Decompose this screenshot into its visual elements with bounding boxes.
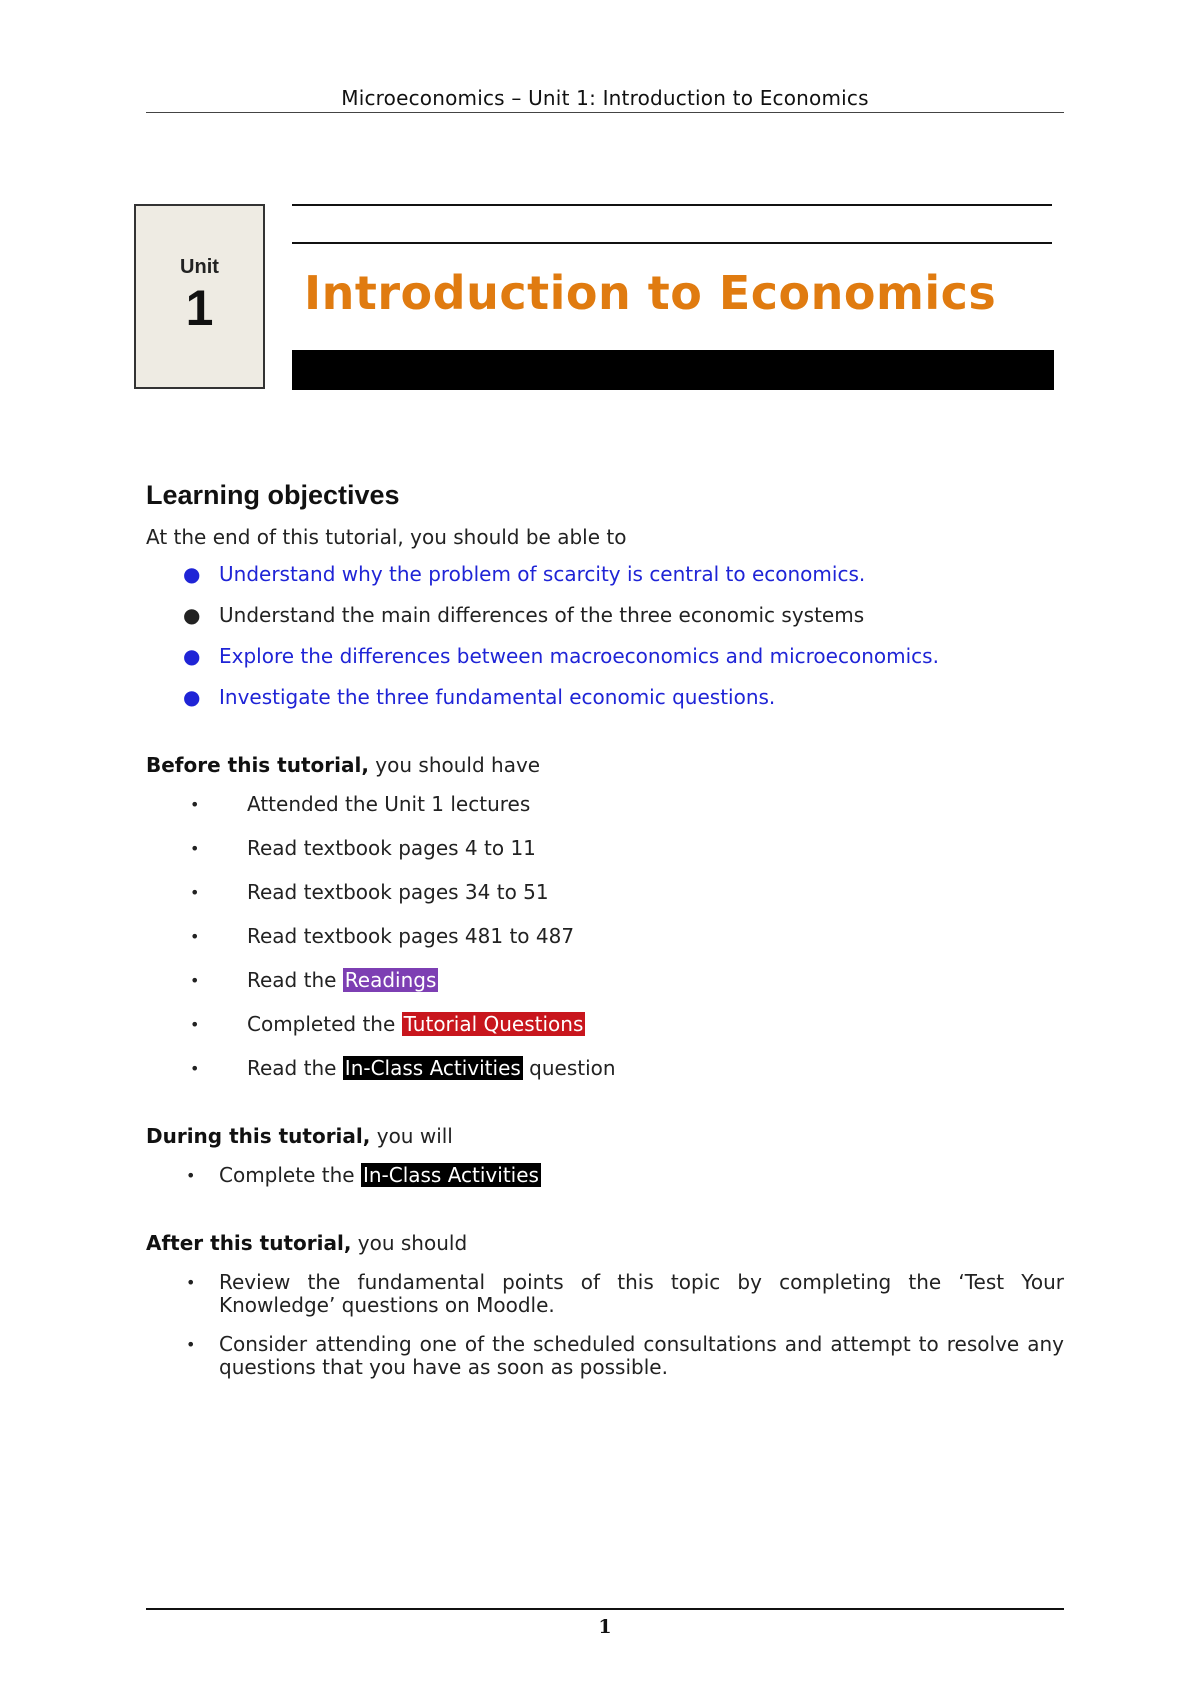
bullet-icon: • [190, 883, 200, 902]
task-prefix: Complete the [219, 1163, 361, 1187]
bullet-icon: • [190, 971, 200, 990]
during-tutorial-list [146, 1164, 1064, 1187]
bullet-icon: ● [183, 644, 201, 668]
list-item [146, 604, 1064, 627]
after-lead: After this tutorial, [146, 1231, 352, 1255]
list-item [146, 925, 1064, 948]
during-lead: During this tutorial, [146, 1124, 371, 1148]
bullet-icon: • [190, 1059, 200, 1078]
list-item [146, 1057, 1064, 1080]
objective-text: Explore the differences between macroeconomics and microeconomics. [219, 644, 939, 668]
objective-text: Understand the main differences of the three economic systems [219, 603, 865, 627]
before-tutorial-list [146, 793, 1064, 1080]
objectives-intro: At the end of this tutorial, you should be able to [146, 525, 627, 549]
bullet-icon: ● [183, 685, 201, 709]
task-text: Read textbook pages 4 to 11 [247, 836, 536, 860]
task-text: Consider attending one of the scheduled consultations and attempt to resolve any questions that you have as soon as possible. [219, 1332, 1064, 1379]
list-item [146, 645, 1064, 668]
objectives-list [146, 563, 1064, 709]
unit-number: 1 [185, 280, 214, 336]
bullet-icon: ● [183, 562, 201, 586]
unit-badge [134, 204, 265, 389]
objective-text: Understand why the problem of scarcity is central to economics. [219, 562, 866, 586]
bullet-icon: • [186, 1273, 196, 1292]
list-item [146, 1333, 1064, 1379]
bullet-icon: • [190, 927, 200, 946]
bullet-icon: ● [183, 603, 201, 627]
unit-title: Introduction to Economics [304, 266, 997, 320]
task-prefix: Completed the [247, 1012, 402, 1036]
in-class-activities-tag: In-Class Activities [362, 1163, 539, 1187]
learning-objectives-heading: Learning objectives [146, 480, 400, 510]
task-prefix: Read the [247, 968, 343, 992]
before-tutorial-heading [146, 753, 1064, 777]
list-item [146, 881, 1064, 904]
unit-label: Unit [180, 256, 219, 278]
during-rest: you will [370, 1124, 453, 1148]
before-lead: Before this tutorial, [146, 753, 369, 777]
task-text: Attended the Unit 1 lectures [247, 792, 531, 816]
list-item [146, 1164, 1064, 1187]
list-item [146, 1013, 1064, 1036]
bullet-icon: • [190, 1015, 200, 1034]
after-tutorial-heading [146, 1231, 1064, 1255]
list-item [146, 793, 1064, 816]
title-rule-top [292, 204, 1052, 206]
task-text: Read textbook pages 481 to 487 [247, 924, 575, 948]
task-prefix: Read the [247, 1056, 343, 1080]
list-item [146, 837, 1064, 860]
bullet-icon: • [186, 1335, 196, 1354]
bullet-icon: • [190, 839, 200, 858]
running-header: Microeconomics – Unit 1: Introduction to Economics [146, 86, 1064, 113]
tutorial-questions-tag: Tutorial Questions [403, 1012, 584, 1036]
list-item [146, 1271, 1064, 1317]
task-suffix: question [522, 1056, 616, 1080]
in-class-activities-tag: In-Class Activities [344, 1056, 521, 1080]
title-black-bar [292, 350, 1054, 390]
document-body [146, 480, 1064, 1395]
title-rule-second [292, 242, 1052, 244]
bullet-icon: • [190, 795, 200, 814]
list-item [146, 563, 1064, 586]
objective-text: Investigate the three fundamental economic questions. [219, 685, 776, 709]
task-text: Read textbook pages 34 to 51 [247, 880, 549, 904]
before-rest: you should have [368, 753, 541, 777]
bullet-icon: • [186, 1166, 196, 1185]
after-rest: you should [351, 1231, 468, 1255]
list-item [146, 969, 1064, 992]
readings-tag: Readings [344, 968, 437, 992]
during-tutorial-heading [146, 1124, 1064, 1148]
list-item [146, 686, 1064, 709]
after-tutorial-list [146, 1271, 1064, 1379]
page-number: 1 [598, 1616, 612, 1638]
footer-rule [146, 1608, 1064, 1610]
task-text: Review the fundamental points of this topic by completing the ‘Test Your Knowledge’ questions on Moodle. [219, 1270, 1064, 1317]
